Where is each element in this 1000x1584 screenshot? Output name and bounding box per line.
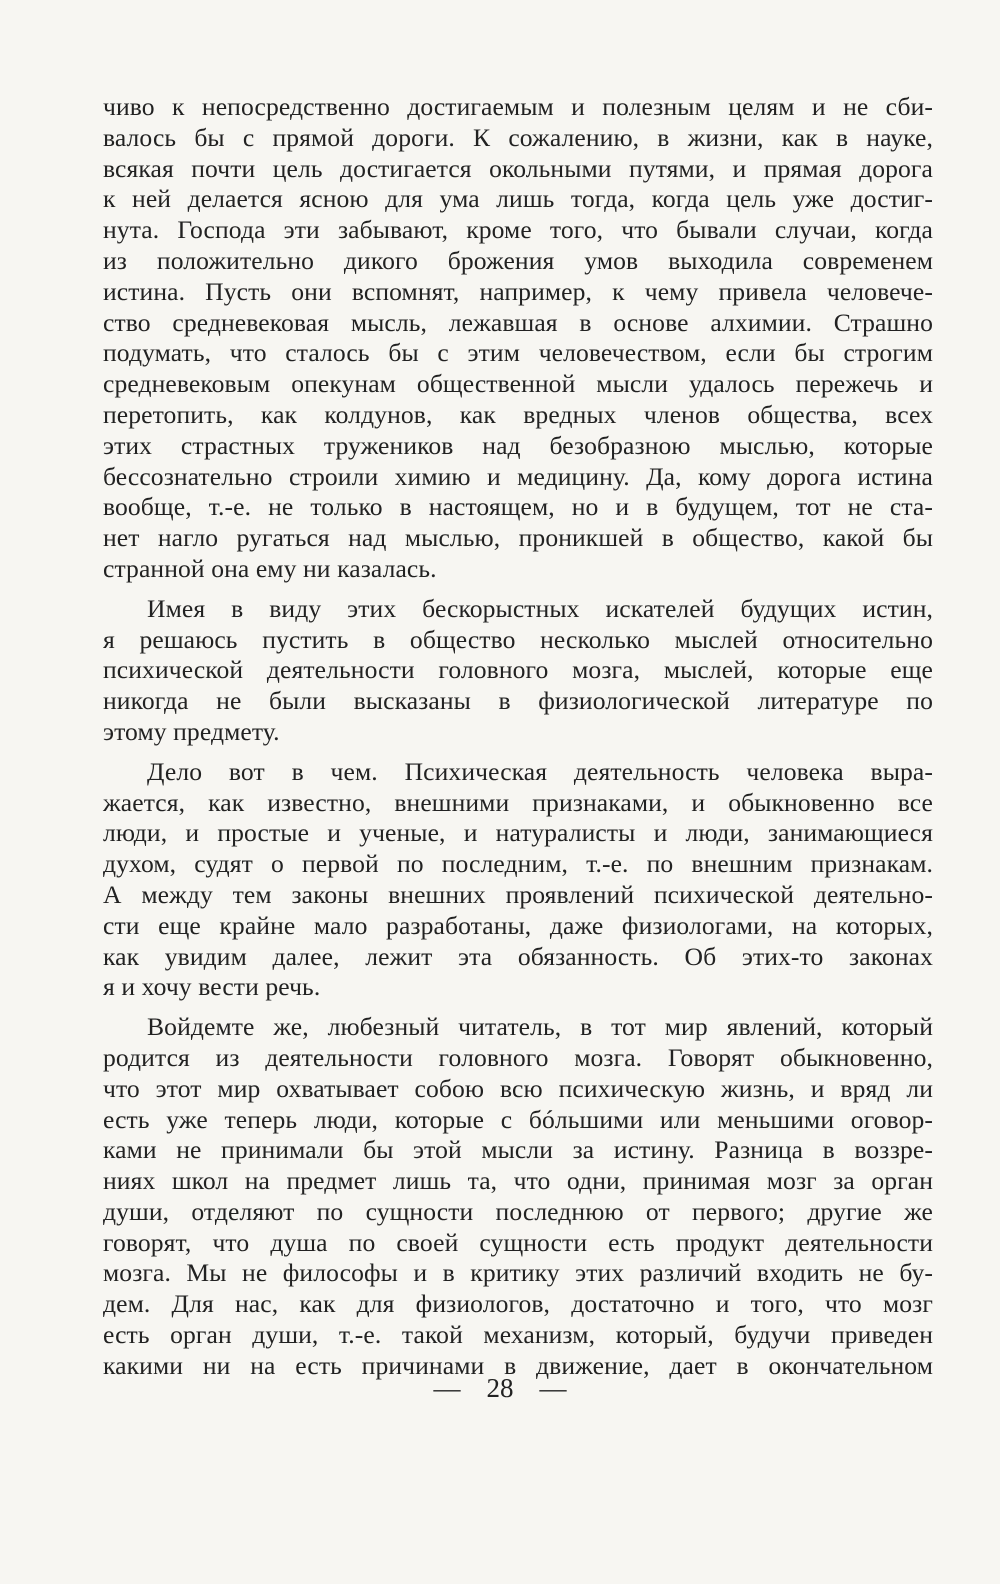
paragraph-4: [103, 1012, 933, 1382]
text-line: Имея в виду этих бескорыстных искателей будущих истин,: [147, 593, 933, 623]
text-line: нет нагло ругаться над мыслью, проникшей в общество, какой бы: [103, 523, 933, 553]
text-line: странной она ему ни казалась.: [103, 553, 437, 583]
footer-dash-right: —: [539, 1373, 567, 1403]
text-line: нута. Господа эти забывают, кроме того, что бывали случаи, когда: [103, 215, 933, 245]
text-line: средневековым опекунам общественной мысли удалось пережечь и: [103, 369, 933, 399]
text-line: А между тем законы внешних проявлений психической деятельно-: [103, 879, 933, 909]
text-line: бессознательно строили химию и медицину. Да, кому дорога истина: [103, 461, 933, 491]
text-line: подумать, что сталось бы с этим человечеством, если бы строгим: [103, 338, 933, 368]
text-line: сти еще крайне мало разработаны, даже физиологами, на которых,: [103, 910, 933, 940]
text-line: мозга. Мы не философы и в критику этих различий входить не бу-: [103, 1258, 933, 1288]
text-line: родится из деятельности головного мозга. Говорят обыкновенно,: [103, 1042, 933, 1072]
text-line: как увидим далее, лежит эта обязанность. Об этих-то законах: [103, 941, 933, 971]
text-line: я решаюсь пустить в общество несколько мыслей относительно: [103, 624, 933, 654]
text-line: из положительно дикого брожения умов выходила современем: [103, 245, 933, 275]
paragraph-3: [103, 757, 933, 1003]
text-line: люди, и простые и ученые, и натуралисты и люди, занимающиеся: [103, 818, 933, 848]
footer-dash-left: —: [433, 1373, 461, 1403]
text-line: есть уже теперь люди, которые с бóльшими или меньшими оговор-: [103, 1104, 933, 1134]
text-line: психической деятельности головного мозга, мыслей, которые еще: [103, 655, 933, 685]
text-line: духом, судят о первой по последним, т.-е. по внешним признакам.: [103, 849, 933, 879]
text-line: никогда не были высказаны в физиологической литературе по: [103, 686, 933, 716]
text-line: истина. Пусть они вспомнят, например, к чему привела человече-: [103, 276, 933, 306]
text-line: ками не принимали бы этой мысли за истину. Разница в воззре-: [103, 1135, 933, 1165]
text-line: души, отделяют по сущности последнюю от первого; другие же: [103, 1196, 933, 1226]
page-footer: [0, 1373, 1000, 1404]
page-number: 28: [486, 1373, 514, 1403]
text-line: чиво к непосредственно достигаемым и полезным целям и не сби-: [103, 92, 933, 121]
text-line: говорят, что душа по своей сущности есть продукт деятельности: [103, 1227, 933, 1257]
text-line: жается, как известно, внешними признаками, и обыкновенно все: [103, 787, 933, 817]
text-line: ниях школ на предмет лишь та, что одни, принимая мозг за орган: [103, 1166, 933, 1196]
text-line: какими ни на есть причинами в движение, дает в окончательном: [103, 1350, 933, 1380]
text-line: есть орган души, т.-е. такой механизм, который, будучи приведен: [103, 1320, 933, 1350]
text-line: перетопить, как колдунов, как вредных членов общества, всех: [103, 399, 933, 429]
text-line: к ней делается ясною для ума лишь тогда, когда цель уже достиг-: [103, 184, 933, 214]
text-line: Дело вот в чем. Психическая деятельность человека выра-: [147, 756, 933, 786]
text-line: дем. Для нас, как для физиологов, достаточно и того, что мозг: [103, 1289, 933, 1319]
text-line: Войдемте же, любезный читатель, в тот мир явлений, который: [147, 1012, 933, 1042]
paragraph-1: [103, 92, 933, 585]
text-line: валось бы с прямой дороги. К сожалению, в жизни, как в науке,: [103, 122, 933, 152]
text-line: всякая почти цель достигается окольными путями, и прямая дорога: [103, 153, 933, 183]
page-body: [103, 92, 933, 1382]
text-line: этому предмету.: [103, 716, 280, 746]
text-line: я и хочу вести речь.: [103, 972, 321, 1002]
text-line: ство средневековая мысль, лежавшая в основе алхимии. Страшно: [103, 307, 933, 337]
text-line: вообще, т.-е. не только в настоящем, но и в будущем, тот не ста-: [103, 492, 933, 522]
paragraph-2: [103, 594, 933, 748]
text-line: что этот мир охватывает собою всю психическую жизнь, и вряд ли: [103, 1073, 933, 1103]
text-line: этих страстных тружеников над безобразною мыслью, которые: [103, 430, 933, 460]
